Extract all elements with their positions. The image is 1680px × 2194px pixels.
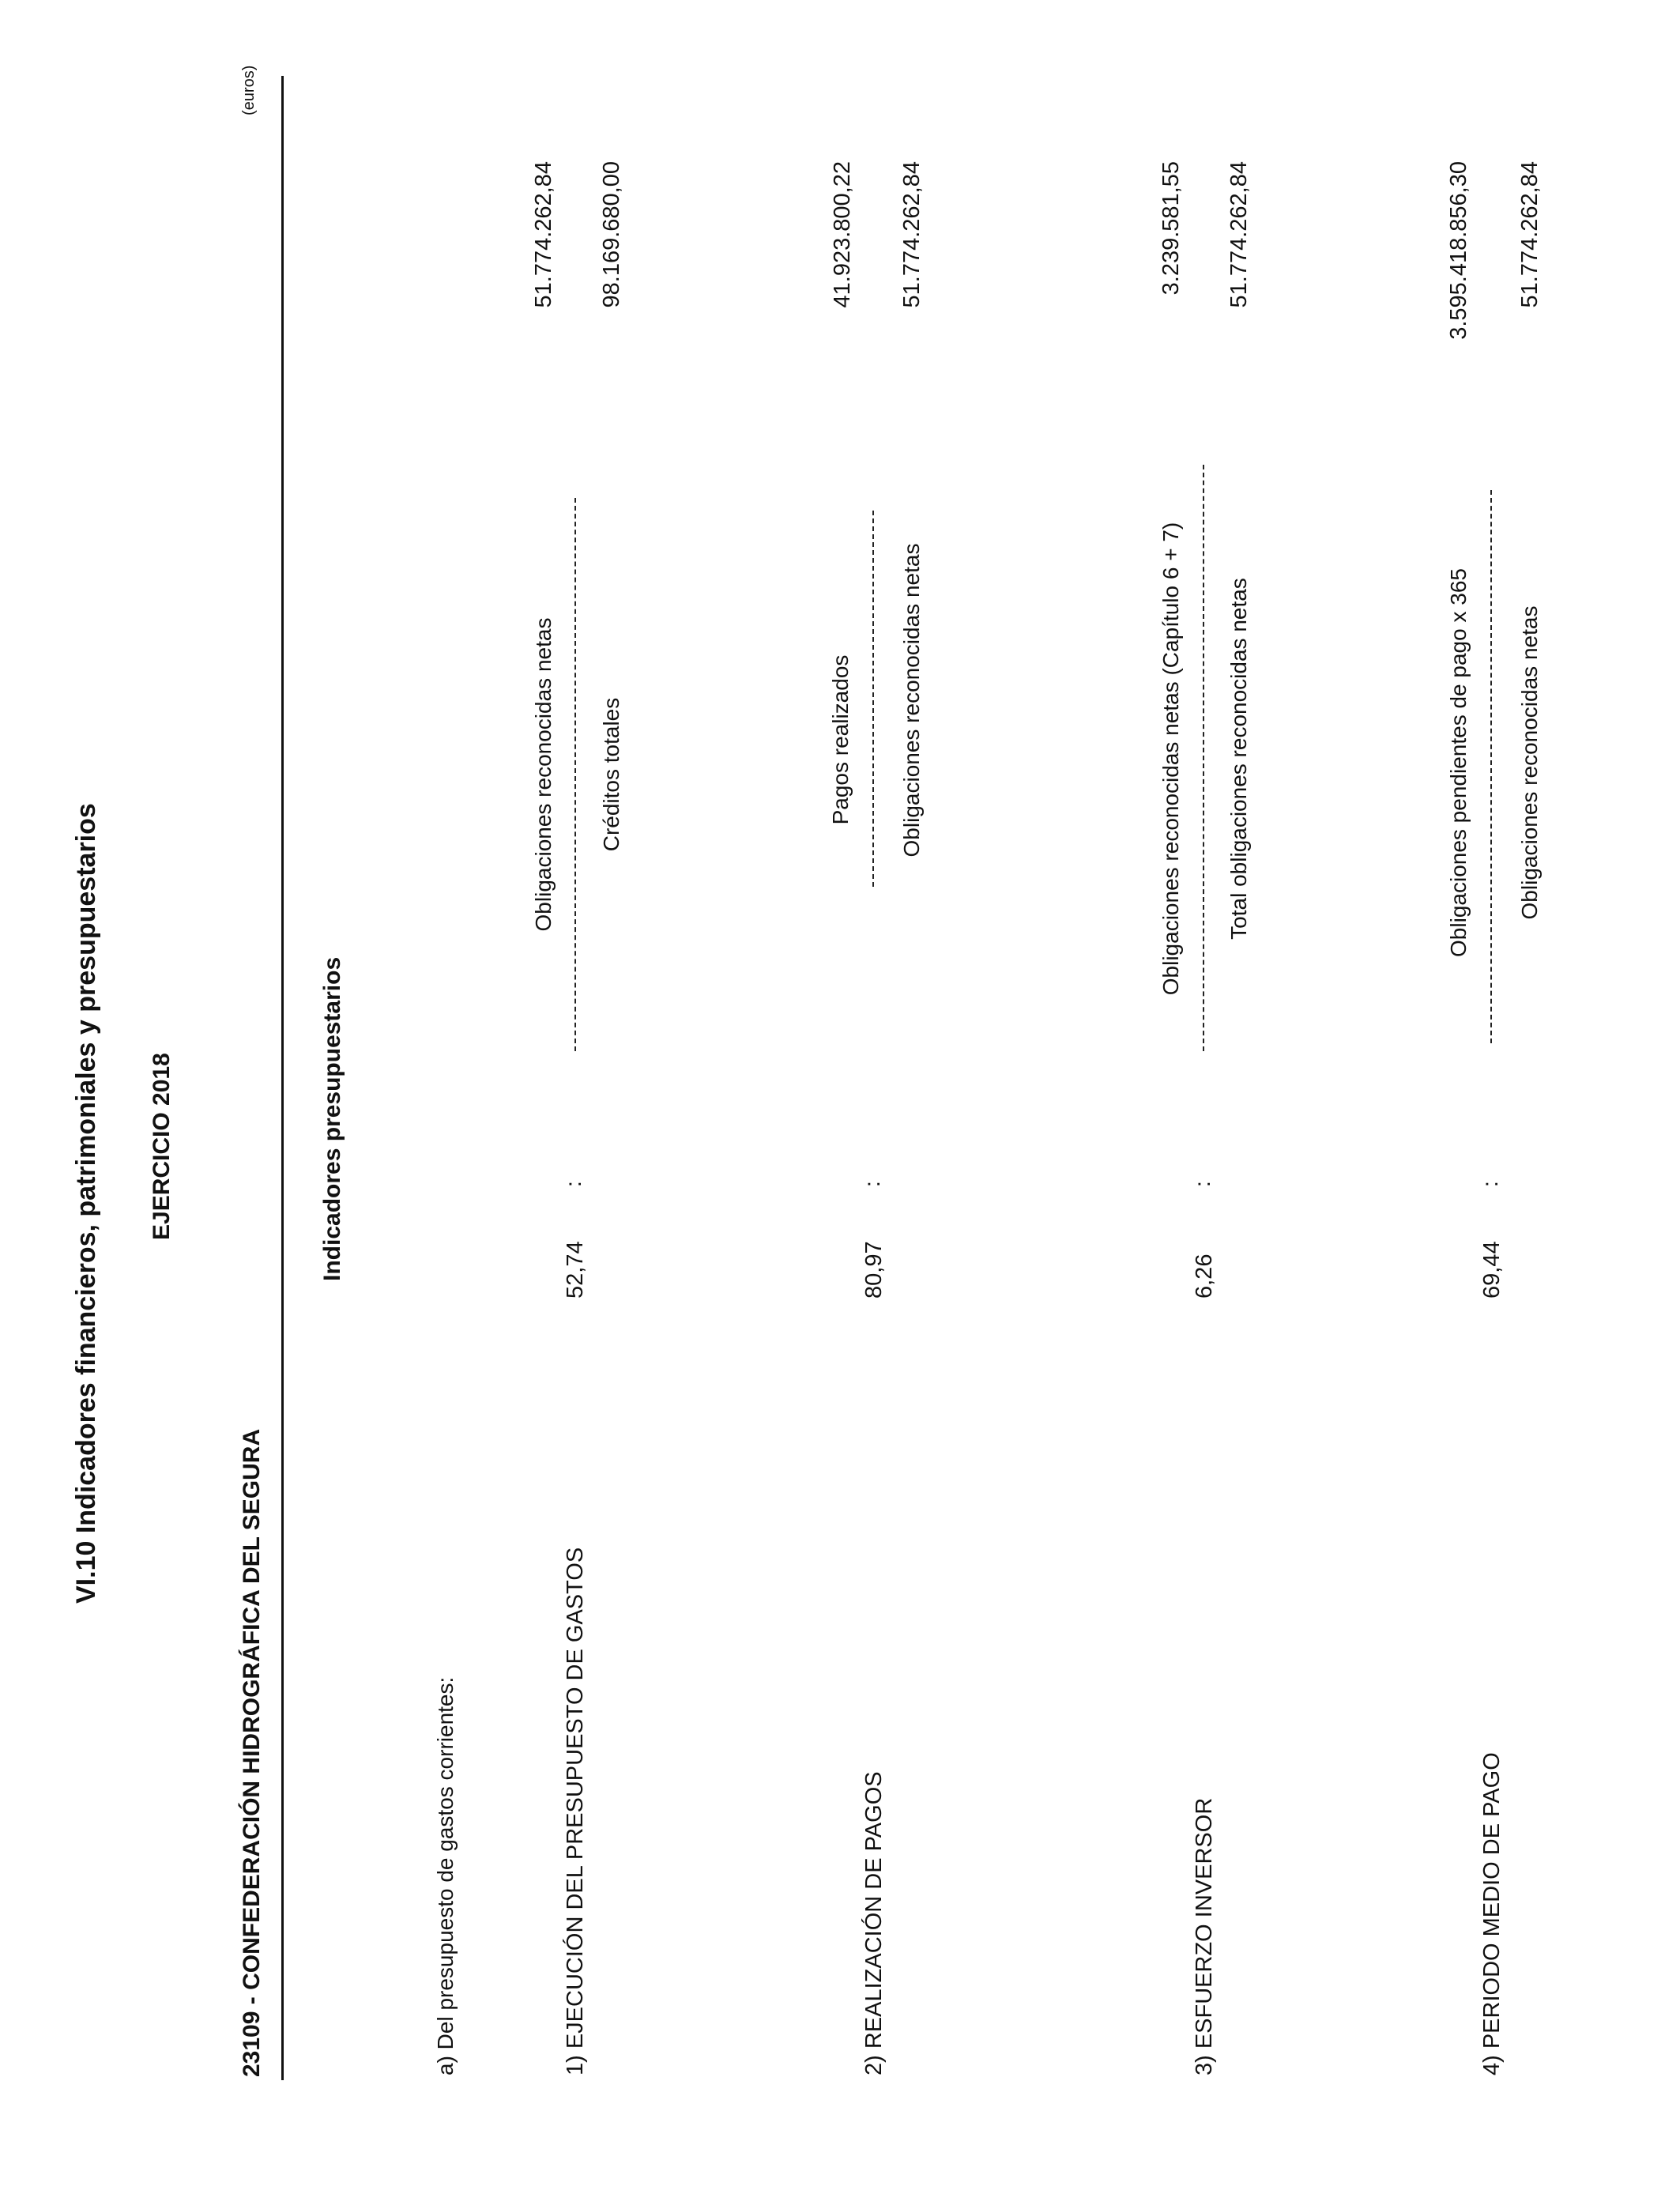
- denominator-value: 98.169.680,00: [599, 161, 624, 308]
- numerator-value: 41.923.800,22: [830, 161, 855, 308]
- numerator-label: Obligaciones reconocidas netas: [531, 617, 556, 932]
- fraction-line: [574, 498, 576, 1051]
- numerator-label: Obligaciones reconocidas netas (Capítulo 6 + 7): [1158, 522, 1183, 996]
- indicator-value: 69,44: [1479, 1241, 1505, 1299]
- indicator-colon: :: [561, 1181, 586, 1187]
- report-title: VI.10 Indicadores financieros, patrimoniales y presupuestarios: [71, 803, 101, 1604]
- fraction-line: [1490, 490, 1492, 1043]
- numerator-value: 3.595.418.856,30: [1446, 161, 1471, 340]
- indicator-colon: :: [1190, 1181, 1215, 1187]
- subsection-label: a) Del presupuesto de gastos corrientes:: [433, 1676, 458, 2075]
- numerator-label: Pagos realizados: [828, 654, 853, 825]
- denominator-label: Créditos totales: [599, 697, 623, 852]
- entity-name: 23109 - CONFEDERACIÓN HIDROGRÁFICA DEL SEGURA: [239, 1428, 265, 2077]
- fraction-line: [1203, 465, 1204, 1051]
- indicator-value: 52,74: [563, 1241, 588, 1299]
- denominator-value: 51.774.262,84: [1226, 161, 1252, 308]
- fiscal-year: EJERCICIO 2018: [149, 1053, 175, 1240]
- numerator-value: 3.239.581,55: [1158, 161, 1184, 296]
- section-title: Indicadores presupuestarios: [319, 956, 345, 1281]
- indicator-label: 3) ESFUERZO INVERSOR: [1192, 1797, 1217, 2075]
- indicator-value: 6,26: [1192, 1253, 1217, 1299]
- indicator-colon: :: [860, 1181, 884, 1187]
- indicator-label: 4) PERIODO MEDIO DE PAGO: [1479, 1752, 1505, 2075]
- fraction-line: [872, 511, 874, 887]
- header-rule: [281, 76, 284, 2080]
- units-label: (euros): [240, 65, 258, 115]
- indicator-label: 2) REALIZACIÓN DE PAGOS: [861, 1771, 887, 2075]
- indicator-value: 80,97: [861, 1241, 887, 1299]
- denominator-value: 51.774.262,84: [1517, 161, 1543, 308]
- denominator-label: Obligaciones reconocidas netas: [899, 543, 924, 858]
- denominator-label: Obligaciones reconocidas netas: [1517, 605, 1542, 920]
- numerator-value: 51.774.262,84: [531, 161, 556, 308]
- denominator-value: 51.774.262,84: [899, 161, 925, 308]
- denominator-label: Total obligaciones reconocidas netas: [1226, 578, 1251, 940]
- indicator-label: 1) EJECUCIÓN DEL PRESUPUESTO DE GASTOS: [563, 1547, 588, 2075]
- indicator-colon: :: [1478, 1181, 1502, 1187]
- numerator-label: Obligaciones pendientes de pago x 365: [1446, 568, 1471, 957]
